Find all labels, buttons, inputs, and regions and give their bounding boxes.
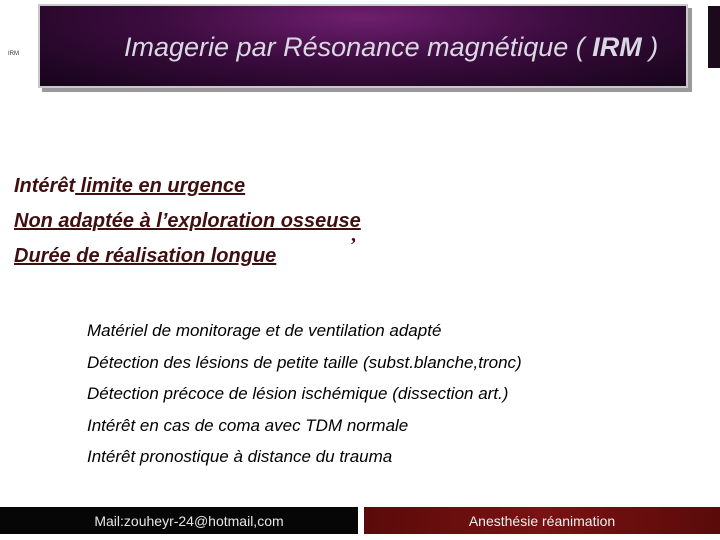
title-suffix: ) [641,32,659,62]
footer-email: Mail:zouheyr-24@hotmail,com [94,512,284,529]
minor-point: Intérêt en cas de coma avec TDM normale [87,415,409,435]
header-edge-decoration [708,6,720,68]
stray-apostrophe: ’ [350,234,357,256]
footer-specialty: Anesthésie réanimation [468,512,616,529]
minor-point: Détection précoce de lésion ischémique (dissection art.) [87,384,509,403]
title-prefix: Imagerie par Résonance magnétique ( [124,32,593,62]
major-point-lead: Intérêt [14,175,76,197]
major-point-underlined: Non adaptée à l’exploration osseuse [14,210,361,232]
corner-tag: IRM [8,51,19,57]
minor-point: Détection des lésions de petite taille (subst.blanche,tronc) [87,352,522,372]
footer-email-bar [0,507,358,534]
minor-point: Matériel de monitorage et de ventilation adapté [87,321,442,340]
slide-title [124,32,658,63]
minor-points-list [87,318,522,476]
major-point-underlined: Durée de réalisation longue [14,245,277,267]
major-point-underlined: limite en urgence [75,175,246,197]
minor-point: Intérêt pronostique à distance du trauma [87,447,393,466]
major-point [14,171,361,206]
major-points-list [14,171,361,276]
title-emphasis: IRM [592,32,642,62]
major-point [14,241,361,276]
major-point [14,206,361,241]
footer-specialty-bar [364,507,720,534]
title-banner [38,4,688,88]
